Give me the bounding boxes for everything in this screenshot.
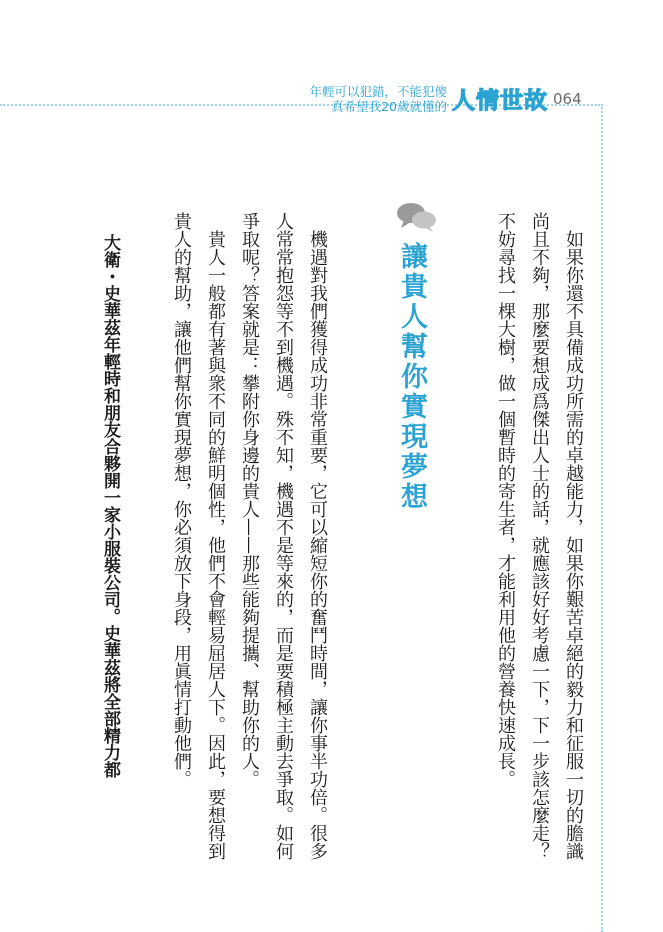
paragraph [93,234,127,864]
section-heading: 讓貴人幫你實現夢想 [396,242,427,512]
subtitle-line-1: 年輕可以犯錯，不能犯傻 [309,84,447,99]
paragraph-1-text: 如果你還不具備成功所需的卓越能力，如果你艱苦卓絕的毅力和征服一切的膽識尚且不夠，那麼要想成爲傑出人士的話，就應該好好考慮一下，下一步該怎麼走？不妨尋找一棵大樹，做一個暫時的寄生者，才能利用他的營養快速成長。 [495,212,584,860]
paragraph-4-text: 大衛・史華茲年輕時和朋友合夥開一家小服裝公司。史華茲將全部精力都 [100,234,120,778]
paragraph [232,212,334,872]
paragraph-3-text: 貴人一般都有著與衆不同的鮮明個性，他們不會輕易屈居人下。因此，要想得到貴人的幫助，讓他們幫你實現夢想，你必須放下身段，用眞情打動他們。 [171,212,226,860]
speech-bubbles-icon [396,200,438,234]
page-number: 064 [553,90,582,108]
paragraph-2-text: 機遇對我們獲得成功非常重要，它可以縮短你的奮鬥時間，讓你事半功倍。很多人常常抱怨等不到機遇。殊不知，機遇不是等來的，而是要積極主動去爭取。如何爭取呢？答案就是：攀附你身邊的貴人——那些能夠提攜、幫助你的人。 [239,212,328,860]
book-title: 人情世故 [452,88,548,114]
running-title [309,84,447,114]
paragraph [488,212,590,872]
side-dotted-rule [601,104,603,932]
paragraph [164,212,232,872]
subtitle-line-2: 真希望我20歲就懂的 [331,99,447,114]
